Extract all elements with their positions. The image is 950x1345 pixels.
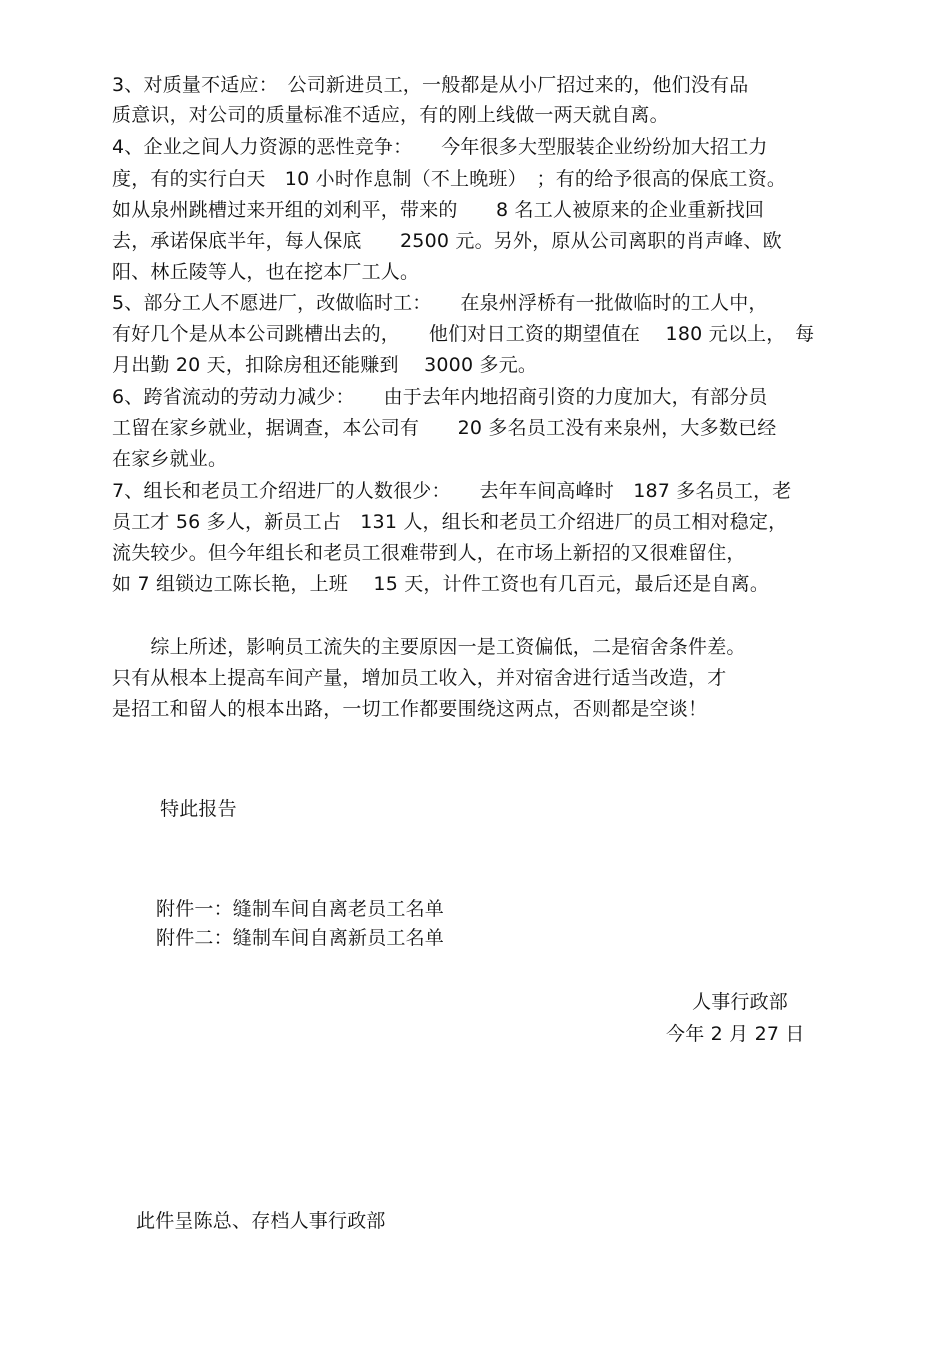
- item-5-line-1: 5、部分工人不愿进厂，改做临时工： 在泉州浮桥有一批做临时的工人中，: [112, 292, 768, 314]
- summary-line-1: 综上所述，影响员工流失的主要原因一是工资偏低，二是宿舍条件差。: [112, 636, 746, 658]
- item-7-line-4: 如 7 组锁边工陈长艳，上班 15 天，计件工资也有几百元，最后还是自离。: [112, 573, 770, 595]
- item-3-line-1: 3、对质量不适应： 公司新进员工，一般都是从小厂招过来的，他们没有品: [112, 74, 749, 96]
- attachment-2: 附件二：缝制车间自离新员工名单: [156, 927, 445, 949]
- item-6-line-1: 6、跨省流动的劳动力减少： 由于去年内地招商引资的力度加大，有部分员: [112, 386, 768, 408]
- attachment-1: 附件一：缝制车间自离老员工名单: [156, 898, 445, 920]
- item-7-line-1: 7、组长和老员工介绍进厂的人数很少： 去年车间高峰时 187 多名员工，老: [112, 480, 792, 502]
- item-4-line-1: 4、企业之间人力资源的恶性竞争： 今年很多大型服装企业纷纷加大招工力: [112, 136, 768, 158]
- item-4-line-5: 阳、林丘陵等人，也在挖本厂工人。: [112, 261, 420, 283]
- item-7-line-3: 流失较少。但今年组长和老员工很难带到人，在市场上新招的又很难留住，: [112, 542, 746, 564]
- closing-text: 特此报告: [160, 798, 237, 820]
- summary-line-3: 是招工和留人的根本出路，一切工作都要围绕这两点，否则都是空谈！: [112, 698, 708, 720]
- item-4-line-2: 度，有的实行白天 10 小时作息制（不上晚班） ；有的给予很高的保底工资。: [112, 168, 787, 190]
- item-4-line-3: 如从泉州跳槽过来开组的刘利平，带来的 8 名工人被原来的企业重新找回: [112, 199, 765, 221]
- item-5-line-2: 有好几个是从本公司跳槽出去的， 他们对日工资的期望值在 180 元以上， 每: [112, 323, 815, 345]
- summary-line-2: 只有从根本上提高车间产量，增加员工收入，并对宿舍进行适当改造，才: [112, 667, 727, 689]
- item-4-line-4: 去，承诺保底半年，每人保底 2500 元。另外，原从公司离职的肖声峰、欧: [112, 230, 782, 252]
- item-6-line-2: 工留在家乡就业，据调查，本公司有 20 多名员工没有来泉州，大多数已经: [112, 417, 777, 439]
- item-5-line-3: 月出勤 20 天，扣除房租还能赚到 3000 多元。: [112, 354, 538, 376]
- item-7-line-2: 员工才 56 多人，新员工占 131 人，组长和老员工介绍进厂的员工相对稳定，: [112, 511, 788, 533]
- item-6-line-3: 在家乡就业。: [112, 448, 228, 470]
- signature-date: 今年 2 月 27 日: [666, 1023, 805, 1045]
- signature-department: 人事行政部: [692, 991, 789, 1013]
- footer-note: 此件呈陈总、存档人事行政部: [136, 1210, 386, 1232]
- item-3-line-2: 质意识，对公司的质量标准不适应，有的刚上线做一两天就自离。: [112, 104, 669, 126]
